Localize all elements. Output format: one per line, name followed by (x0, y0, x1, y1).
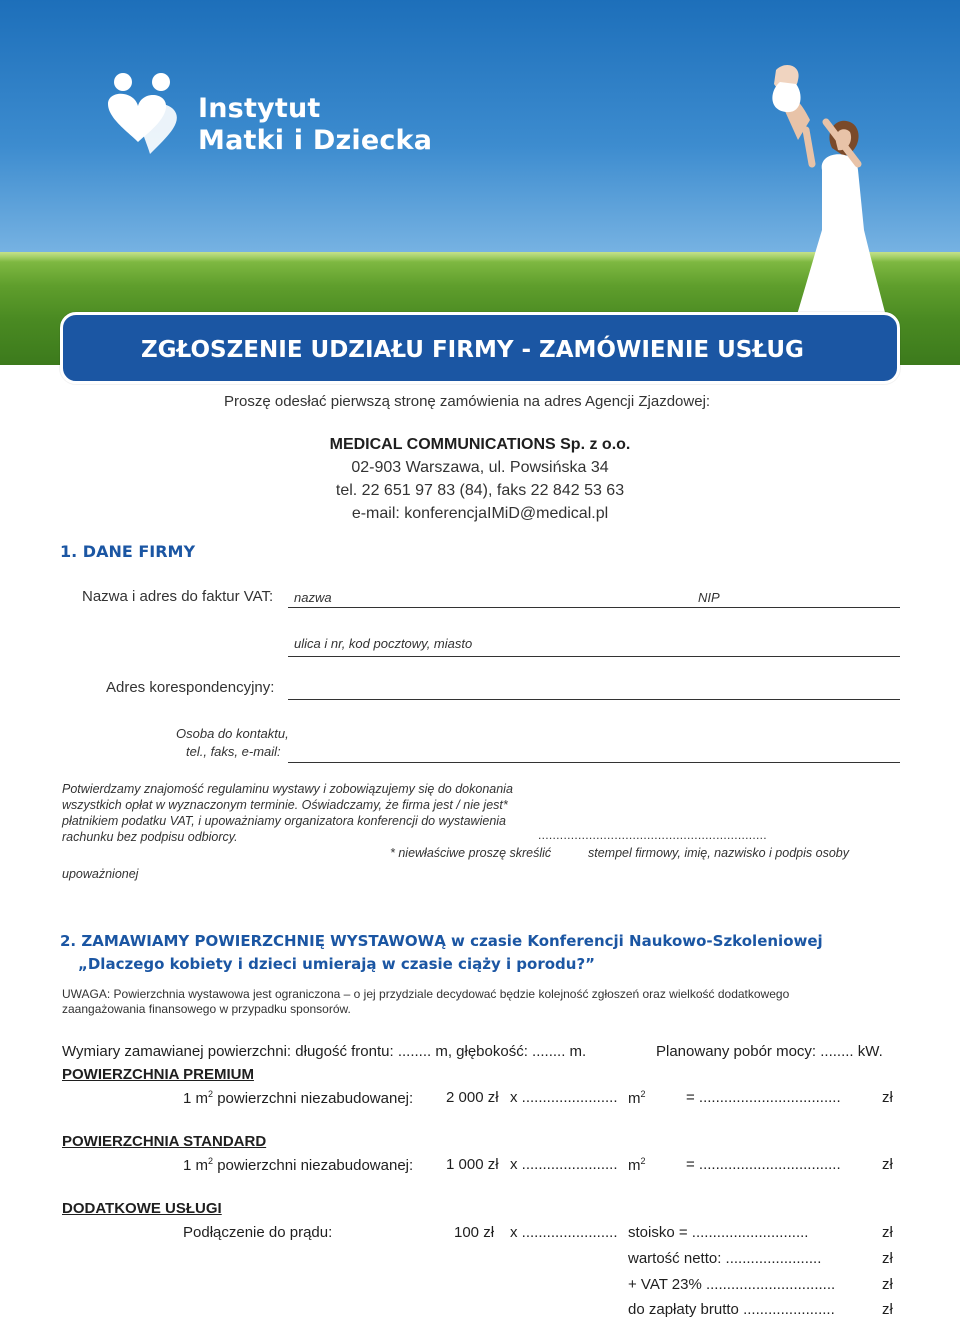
strike-note: * niewłaściwe proszę skreślić (390, 846, 552, 860)
confirm-line-4: rachunku bez podpisu odbiorcy. (62, 830, 238, 844)
brand-line-2: Matki i Dziecka (198, 125, 433, 156)
section-1-heading: 1. DANE FIRMY (60, 542, 196, 561)
note-line-1: UWAGA: Powierzchnia wystawowa jest ograniczona – o jej przydziale decydować będzie kolejność zgłoszeń oraz wielkość dodatkowego (62, 987, 790, 1001)
title-band (60, 312, 900, 384)
standard-qty[interactable]: x ....................... (510, 1156, 618, 1173)
premium-item: 1 $m^2$ powierzchni niezabudowanej: (183, 1089, 414, 1107)
power-text[interactable]: Planowany pobór mocy: ........ kW. (656, 1043, 883, 1060)
extra-row-stand-currency: zł (882, 1224, 893, 1241)
extra-row-net-currency: zł (882, 1250, 893, 1267)
authorized-note: upoważnionej (62, 867, 139, 881)
nip-hint: NIP (698, 590, 720, 605)
instruction-text: Proszę odesłać pierwszą stronę zamówienia na adres Agencji Zjazdowej: (224, 393, 711, 410)
confirm-line-3: płatnikiem podatku VAT, i upoważniamy organizatora konferencji do wystawienia (62, 814, 506, 828)
premium-qty[interactable]: x ....................... (510, 1089, 618, 1106)
note-line-2: zaangażowania finansowego w przypadku sponsorów. (62, 1002, 351, 1016)
premium-unit: $m^2$ (628, 1089, 646, 1107)
standard-price: 1 000 zł (446, 1156, 499, 1173)
confirm-line-1: Potwierdzamy znajomość regulaminu wystawy i zobowiązujemy się do dokonania (62, 782, 513, 796)
invoice-label: Nazwa i adres do faktur VAT: (82, 588, 274, 605)
extra-row-vat-currency: zł (882, 1276, 893, 1293)
extra-item: Podłączenie do prądu: (183, 1224, 333, 1241)
agency-name: MEDICAL COMMUNICATIONS Sp. z o.o. (329, 436, 631, 453)
agency-email: e-mail: konferencjaIMiD@medical.pl (351, 505, 609, 522)
section-2-heading-1: 2. ZAMAWIAMY POWIERZCHNIĘ WYSTAWOWĄ w czasie Konferencji Naukowo-Szkoleniowej (60, 932, 823, 950)
contact-label-1: Osoba do kontaktu, (176, 726, 289, 741)
standard-heading: POWIERZCHNIA STANDARD (62, 1133, 267, 1150)
street-field[interactable] (288, 656, 900, 657)
name-hint: nazwa (294, 590, 332, 605)
confirm-line-2: wszystkich opłat w wyznaczonym terminie. Oświadczamy, że firma jest / nie jest* (62, 798, 508, 812)
standard-unit: $m^2$ (628, 1156, 646, 1174)
stamp-note: stempel firmowy, imię, nazwisko i podpis osoby (588, 846, 849, 860)
signature-dots[interactable]: ............................................................... (538, 828, 767, 842)
extra-row-vat[interactable]: + VAT 23% ............................... (628, 1276, 836, 1293)
contact-field[interactable] (288, 762, 900, 763)
street-hint: ulica i nr, kod pocztowy, miasto (294, 636, 473, 651)
name-nip-field[interactable] (288, 607, 900, 608)
extra-price: 100 zł (454, 1224, 495, 1241)
contact-label-2: tel., faks, e-mail: (186, 744, 281, 759)
agency-address: 02-903 Warszawa, ul. Powsińska 34 (351, 459, 609, 476)
hero-banner (0, 0, 960, 365)
premium-price: 2 000 zł (446, 1089, 499, 1106)
standard-currency: zł (882, 1156, 893, 1173)
page-title: ZGŁOSZENIE UDZIAŁU FIRMY - ZAMÓWIENIE USŁUG (141, 337, 804, 363)
agency-phone: tel. 22 651 97 83 (84), faks 22 842 53 63 (335, 482, 625, 499)
correspondence-label: Adres korespondencyjny: (106, 679, 275, 696)
premium-currency: zł (882, 1089, 893, 1106)
premium-heading: POWIERZCHNIA PREMIUM (62, 1066, 254, 1083)
extra-row-stand[interactable]: stoisko = ............................ (628, 1224, 809, 1241)
logo-hearts-icon (104, 70, 186, 156)
standard-item: 1 $m^2$ powierzchni niezabudowanej: (183, 1156, 414, 1174)
extra-row-gross-currency: zł (882, 1301, 893, 1318)
extra-qty[interactable]: x ....................... (510, 1224, 618, 1241)
standard-total[interactable]: = .................................. (686, 1156, 841, 1173)
brand-name (198, 93, 432, 157)
premium-total[interactable]: = .................................. (686, 1089, 841, 1106)
extra-row-gross[interactable]: do zapłaty brutto ...................... (628, 1301, 835, 1318)
dimensions-text[interactable]: Wymiary zamawianej powierzchni: długość frontu: ........ m, głębokość: ........ m. (62, 1043, 587, 1060)
extra-row-net[interactable]: wartość netto: ....................... (628, 1250, 822, 1267)
correspondence-field[interactable] (288, 699, 900, 700)
brand-line-1: Instytut (198, 93, 321, 124)
extra-heading: DODATKOWE USŁUGI (62, 1200, 222, 1217)
section-2-heading-2: „Dlaczego kobiety i dzieci umierają w czasie ciąży i porodu?” (78, 955, 596, 973)
